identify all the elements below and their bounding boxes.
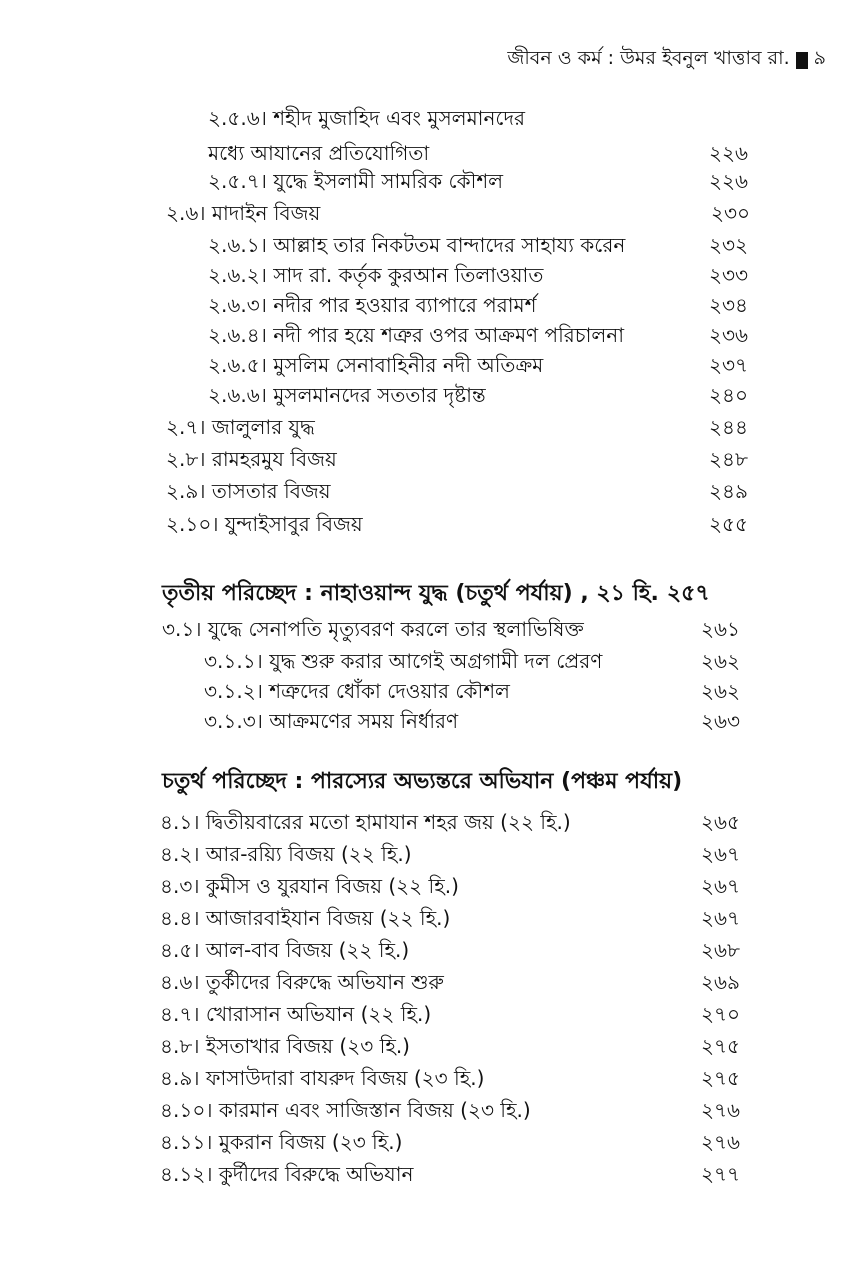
toc-entry-page: ২৬২ xyxy=(700,649,740,673)
toc-entry-title xyxy=(204,707,458,735)
entry-number: ২.৭। xyxy=(166,415,206,439)
entry-title: দ্বিতীয়বারের মতো হামাযান শহর জয় (২২ হি.) xyxy=(205,810,571,834)
chapter-page: ২৫৭ xyxy=(666,581,710,606)
toc-entry-page: ২৬৯ xyxy=(701,970,740,994)
entry-number: ২.৮। xyxy=(166,447,206,471)
entry-number: ২.৬। xyxy=(166,201,206,225)
entry-title: মুকরান বিজয় (২৩ হি.) xyxy=(218,1130,403,1154)
entry-number: ৪.১২। xyxy=(160,1162,213,1186)
entry-number: ৪.১। xyxy=(160,810,200,834)
entry-title: শহীদ মুজাহিদ এবং মুসলমানদের xyxy=(273,106,525,130)
toc-entry-title xyxy=(208,351,543,379)
entry-number: ৪.৩। xyxy=(160,874,200,898)
toc-entry-page: ২৪০ xyxy=(709,383,748,407)
entry-title: মাদাইন বিজয় xyxy=(211,201,321,225)
toc-entry-title xyxy=(160,1128,402,1156)
entry-title: আল-বাব বিজয় (২২ হি.) xyxy=(205,938,410,962)
entry-number: ২.৬.২। xyxy=(208,263,267,287)
entry-number: ৪.২। xyxy=(160,842,200,866)
toc-entry-page: ২৩২ xyxy=(708,233,748,257)
toc-entry-title xyxy=(208,321,624,349)
toc-entry-page: ২৩৩ xyxy=(708,263,748,287)
entry-number: ৪.১০। xyxy=(160,1098,213,1122)
entry-title: শত্রুদের ধোঁকা দেওয়ার কৌশল xyxy=(269,679,510,703)
entry-number: ২.৯। xyxy=(166,479,206,503)
entry-title: যুদ্ধে ইসলামী সামরিক কৌশল xyxy=(273,169,504,193)
entry-number: ২.৫.৬। xyxy=(208,106,267,130)
entry-title: আর-রয়্যি বিজয় (২২ হি.) xyxy=(205,842,412,866)
toc-entry-page: ২৬১ xyxy=(701,617,740,641)
toc-entry-page: ২৪৪ xyxy=(709,415,748,439)
chapter-heading-3 xyxy=(162,578,710,610)
toc-entry-title xyxy=(162,615,584,643)
toc-entry-page: ২৩৭ xyxy=(708,353,748,377)
toc-entry-title xyxy=(160,840,412,868)
entry-title: মুসলমানদের সততার দৃষ্টান্ত xyxy=(273,383,486,407)
chapter-title: তৃতীয় পরিচ্ছেদ : নাহাওয়ান্দ যুদ্ধ (চতুর্থ পর্যায়) , ২১ হি. xyxy=(162,581,659,606)
toc-entry-page: ২৬৩ xyxy=(700,709,740,733)
entry-number: ৩.১। xyxy=(162,617,202,641)
toc-entry-page: ২৬৭ xyxy=(700,906,740,930)
toc-entry-page: ২৩০ xyxy=(710,201,750,225)
toc-entry-title xyxy=(160,1032,410,1060)
entry-number: ৪.৭। xyxy=(160,1002,200,1026)
entry-number: ২.১০। xyxy=(166,512,219,536)
entry-title: তাসতার বিজয় xyxy=(211,479,331,503)
chapter-heading-4 xyxy=(162,766,690,798)
entry-title: কুর্দীদের বিরুদ্ধে অভিযান xyxy=(218,1162,414,1186)
toc-entry-title xyxy=(208,291,537,319)
entry-number: ২.৬.৬। xyxy=(208,383,267,407)
toc-entry-page: ২৬২ xyxy=(700,679,740,703)
toc-entry-page: ২৫৫ xyxy=(709,512,748,536)
entry-title: আজারবাইযান বিজয় (২২ হি.) xyxy=(205,906,451,930)
entry-title: তুর্কীদের বিরুদ্ধে অভিযান শুরু xyxy=(205,970,444,994)
toc-entry-title xyxy=(166,477,331,505)
toc-entry-page: ২৪৮ xyxy=(709,447,748,471)
entry-title: কুমীস ও যুরযান বিজয় (২২ হি.) xyxy=(205,874,459,898)
entry-title: মধ্যে আযানের প্রতিযোগিতা xyxy=(208,141,430,165)
entry-number: ৪.১১। xyxy=(160,1130,213,1154)
toc-entry-page: ২৬৮ xyxy=(701,938,740,962)
toc-entry-page: ২৭৬ xyxy=(700,1130,740,1154)
entry-title: আল্লাহ তার নিকটতম বান্দাদের সাহায্য করেন xyxy=(273,233,626,257)
entry-number: ৩.১.৩। xyxy=(204,709,263,733)
chapter-title: চতুর্থ পরিচ্ছেদ : পারস্যের অভ্যন্তরে অভিযান (পঞ্চম পর্যায়) xyxy=(162,769,683,794)
entry-number: ২.৬.৫। xyxy=(208,353,267,377)
entry-title: খোরাসান অভিযান (২২ হি.) xyxy=(205,1002,432,1026)
entry-title: সাদ রা. কর্তৃক কুরআন তিলাওয়াত xyxy=(273,263,544,287)
toc-entry-page: ২৭৫ xyxy=(701,1034,740,1058)
toc-entry-page: ২৭৫ xyxy=(701,1066,740,1090)
toc-entry-title xyxy=(160,808,571,836)
running-header xyxy=(507,44,826,76)
entry-title: নদীর পার হওয়ার ব্যাপারে পরামর্শ xyxy=(273,293,537,317)
toc-entry-title xyxy=(160,1000,431,1028)
entry-title: কারমান এবং সাজিস্তান বিজয় (২৩ হি.) xyxy=(218,1098,531,1122)
toc-entry-page: ২৭০ xyxy=(700,1002,740,1026)
entry-title: রামহরমুয বিজয় xyxy=(211,447,337,471)
toc-entry-page: ২৭৭ xyxy=(700,1162,740,1186)
entry-number: ৪.৬। xyxy=(160,970,200,994)
toc-entry-title xyxy=(160,872,459,900)
entry-title: জালুলার যুদ্ধ xyxy=(211,415,315,439)
entry-number: ২.৫.৭। xyxy=(208,169,267,193)
toc-entry-title xyxy=(160,904,450,932)
toc-entry-title xyxy=(208,167,503,195)
toc-entry-page: ২২৬ xyxy=(708,141,748,165)
entry-number: ৩.১.২। xyxy=(204,679,263,703)
toc-entry-title xyxy=(166,510,363,538)
entry-number: ৪.৪। xyxy=(160,906,200,930)
entry-title: যুদ্ধে সেনাপতি মৃত্যুবরণ করলে তার স্থলাভিষিক্ত xyxy=(207,617,584,641)
toc-entry-title xyxy=(160,1096,531,1124)
toc-entry-page: ২৬৭ xyxy=(700,842,740,866)
toc-entry-page: ২৩৪ xyxy=(709,293,748,317)
toc-entry-page: ২৩৬ xyxy=(708,323,748,347)
toc-entry-page: ২২৬ xyxy=(708,169,748,193)
toc-entry-title xyxy=(166,413,315,441)
toc-entry-title xyxy=(160,1064,484,1092)
toc-entry-page: ২৬৫ xyxy=(701,810,740,834)
toc-entry-title xyxy=(160,968,444,996)
toc-entry-title xyxy=(208,139,429,167)
entry-number: ২.৬.৩। xyxy=(208,293,267,317)
entry-number: ৪.৯। xyxy=(160,1066,200,1090)
entry-title: যুদ্ধ শুরু করার আগেই অগ্রগামী দল প্রেরণ xyxy=(269,649,603,673)
header-page-number: ৯ xyxy=(813,47,826,69)
toc-entry-title xyxy=(160,1160,413,1188)
book-title: জীবন ও কর্ম : উমর ইবনুল খাত্তাব রা. xyxy=(507,47,790,69)
toc-entry-title xyxy=(208,231,625,259)
toc-entry-page: ২৭৬ xyxy=(700,1098,740,1122)
entry-number: ৪.৫। xyxy=(160,938,200,962)
entry-number: ২.৬.৪। xyxy=(208,323,267,347)
entry-title: আক্রমণের সময় নির্ধারণ xyxy=(269,709,459,733)
entry-number: ২.৬.১। xyxy=(208,233,267,257)
toc-entry-page: ২৬৭ xyxy=(700,874,740,898)
toc-entry-title xyxy=(208,261,543,289)
entry-number: ৩.১.১। xyxy=(204,649,263,673)
entry-number: ৪.৮। xyxy=(160,1034,200,1058)
toc-entry-page: ২৪৯ xyxy=(709,479,748,503)
entry-title: মুসলিম সেনাবাহিনীর নদী অতিক্রম xyxy=(273,353,544,377)
entry-title: ইসতাখার বিজয় (২৩ হি.) xyxy=(205,1034,410,1058)
toc-entry-title xyxy=(160,936,409,964)
black-square-marker xyxy=(796,52,808,69)
entry-title: ফাসাউদারা বাযরুদ বিজয় (২৩ হি.) xyxy=(205,1066,485,1090)
toc-entry-title xyxy=(204,677,510,705)
toc-entry-title xyxy=(204,647,602,675)
entry-title: নদী পার হয়ে শত্রুর ওপর আক্রমণ পরিচালনা xyxy=(273,323,625,347)
toc-entry-title xyxy=(166,445,337,473)
entry-title: যুন্দাইসাবুর বিজয় xyxy=(224,512,363,536)
toc-entry-title xyxy=(166,199,320,227)
toc-entry-title xyxy=(208,104,525,132)
toc-entry-title xyxy=(208,381,486,409)
